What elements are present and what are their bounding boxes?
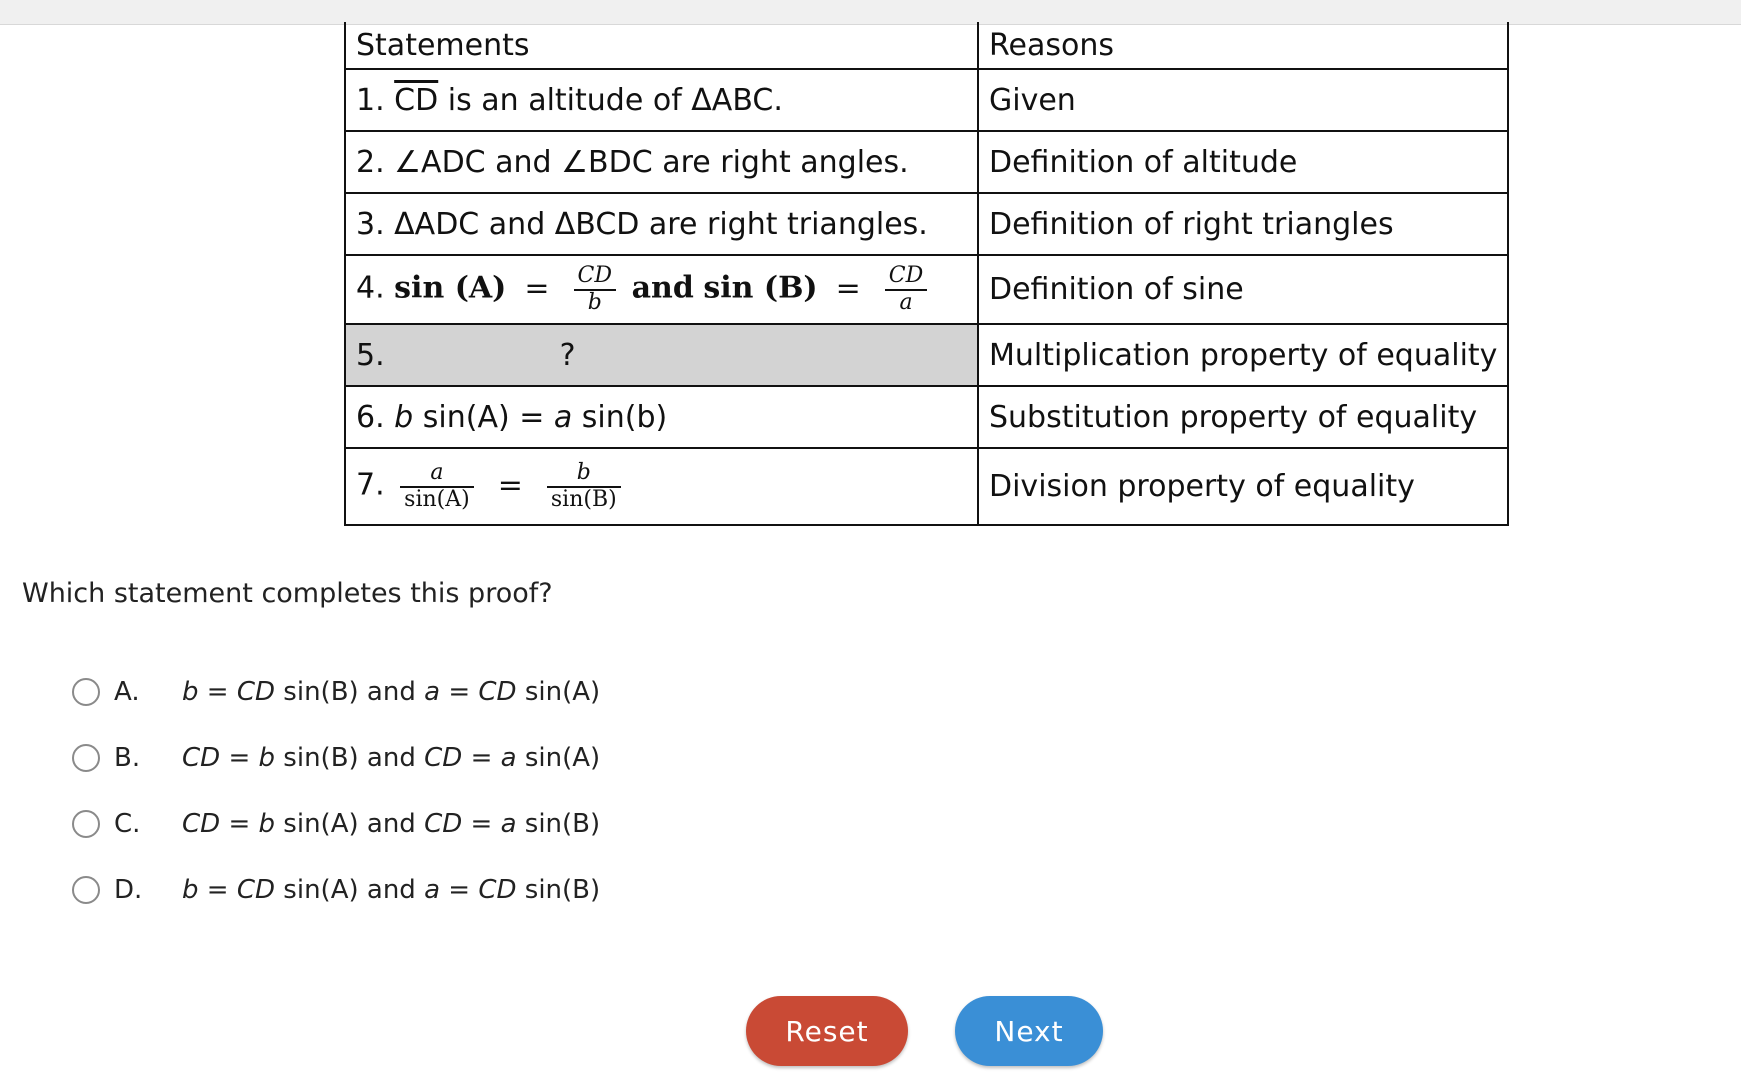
choice-letter: A. xyxy=(114,677,140,707)
fraction-numerator: CD xyxy=(574,264,616,290)
choice-letter: C. xyxy=(114,809,141,839)
fraction-denominator: b xyxy=(587,289,602,315)
statement-number: 7. xyxy=(356,468,385,503)
statement-number: 2. xyxy=(356,144,385,180)
table-row xyxy=(345,255,1508,324)
statement-cell xyxy=(345,69,978,131)
statement-cell xyxy=(345,255,978,324)
radio-c[interactable] xyxy=(72,810,100,838)
choice-text: b = CD sin(A) and a = CD sin(B) xyxy=(182,875,601,905)
choice-c[interactable] xyxy=(72,804,600,844)
reason-cell: Definition of altitude xyxy=(978,131,1508,193)
reason-cell: Substitution property of equality xyxy=(978,386,1508,448)
reason-cell: Given xyxy=(978,69,1508,131)
var-b: b xyxy=(394,399,414,435)
fraction-denominator: sin(A) xyxy=(404,486,470,512)
choice-letter: B. xyxy=(114,743,141,773)
sin-a-expression: sin (A) xyxy=(394,271,507,306)
fraction-cd-over-b xyxy=(574,264,616,314)
statement-number: 1. xyxy=(356,82,385,118)
reason-cell: Definition of sine xyxy=(978,255,1508,324)
choice-text: b = CD sin(B) and a = CD sin(A) xyxy=(182,677,601,707)
statement-number: 3. xyxy=(356,206,385,242)
var-a: a xyxy=(553,399,573,435)
fraction-cd-over-a xyxy=(885,264,927,314)
radio-d[interactable] xyxy=(72,876,100,904)
proof-table xyxy=(344,22,1509,526)
statement-text: ΔADC and ΔBCD are right triangles. xyxy=(384,206,928,242)
statement-number: 5. xyxy=(356,337,385,373)
statement-cell-missing xyxy=(345,324,978,386)
statement-number: 6. xyxy=(356,399,385,435)
statement-text: ∠ADC and ∠BDC are right angles. xyxy=(384,144,909,180)
choice-a[interactable] xyxy=(72,672,600,712)
table-row-missing xyxy=(345,324,1508,386)
table-row xyxy=(345,131,1508,193)
sin-b-expression: sin (B) xyxy=(703,271,818,306)
choice-text: CD = b sin(A) and CD = a sin(B) xyxy=(182,809,601,839)
radio-a[interactable] xyxy=(72,678,100,706)
table-row xyxy=(345,193,1508,255)
statement-cell xyxy=(345,193,978,255)
fraction-numerator: b xyxy=(547,461,621,487)
statement-cell xyxy=(345,386,978,448)
statement-text: sin(A) = xyxy=(413,399,554,435)
choice-letter: D. xyxy=(114,875,143,905)
reasons-header: Reasons xyxy=(978,22,1508,69)
statements-header: Statements xyxy=(345,22,978,69)
fraction-denominator: a xyxy=(899,289,913,315)
missing-statement-placeholder: ? xyxy=(559,337,576,373)
reset-button[interactable]: Reset xyxy=(746,996,908,1066)
choice-b[interactable] xyxy=(72,738,600,778)
equals-sign: = xyxy=(524,271,550,306)
choice-d[interactable] xyxy=(72,870,600,910)
fraction-numerator: a xyxy=(400,461,474,487)
question-text: Which statement completes this proof? xyxy=(22,578,553,609)
radio-b[interactable] xyxy=(72,744,100,772)
and-word: and xyxy=(631,271,694,306)
segment-cd: $\overline{CD}$ xyxy=(394,82,439,118)
choice-text: CD = b sin(B) and CD = a sin(A) xyxy=(182,743,601,773)
statement-text: sin(b) xyxy=(572,399,668,435)
next-button[interactable]: Next xyxy=(955,996,1103,1066)
statement-cell xyxy=(345,448,978,525)
reason-cell: Division property of equality xyxy=(978,448,1508,525)
equals-sign: = xyxy=(835,271,861,306)
fraction-b-over-sin-b xyxy=(547,461,621,511)
statement-cell xyxy=(345,131,978,193)
fraction-numerator: CD xyxy=(885,264,927,290)
statement-text: is an altitude of ΔABC. xyxy=(438,82,783,118)
fraction-a-over-sin-a xyxy=(400,461,474,511)
reason-cell: Definition of right triangles xyxy=(978,193,1508,255)
table-header-row xyxy=(345,22,1508,69)
fraction-denominator: sin(B) xyxy=(550,486,617,512)
table-row xyxy=(345,69,1508,131)
table-row xyxy=(345,386,1508,448)
statement-number: 4. xyxy=(356,271,385,306)
equals-sign: = xyxy=(497,468,523,503)
reason-cell: Multiplication property of equality xyxy=(978,324,1508,386)
table-row xyxy=(345,448,1508,525)
